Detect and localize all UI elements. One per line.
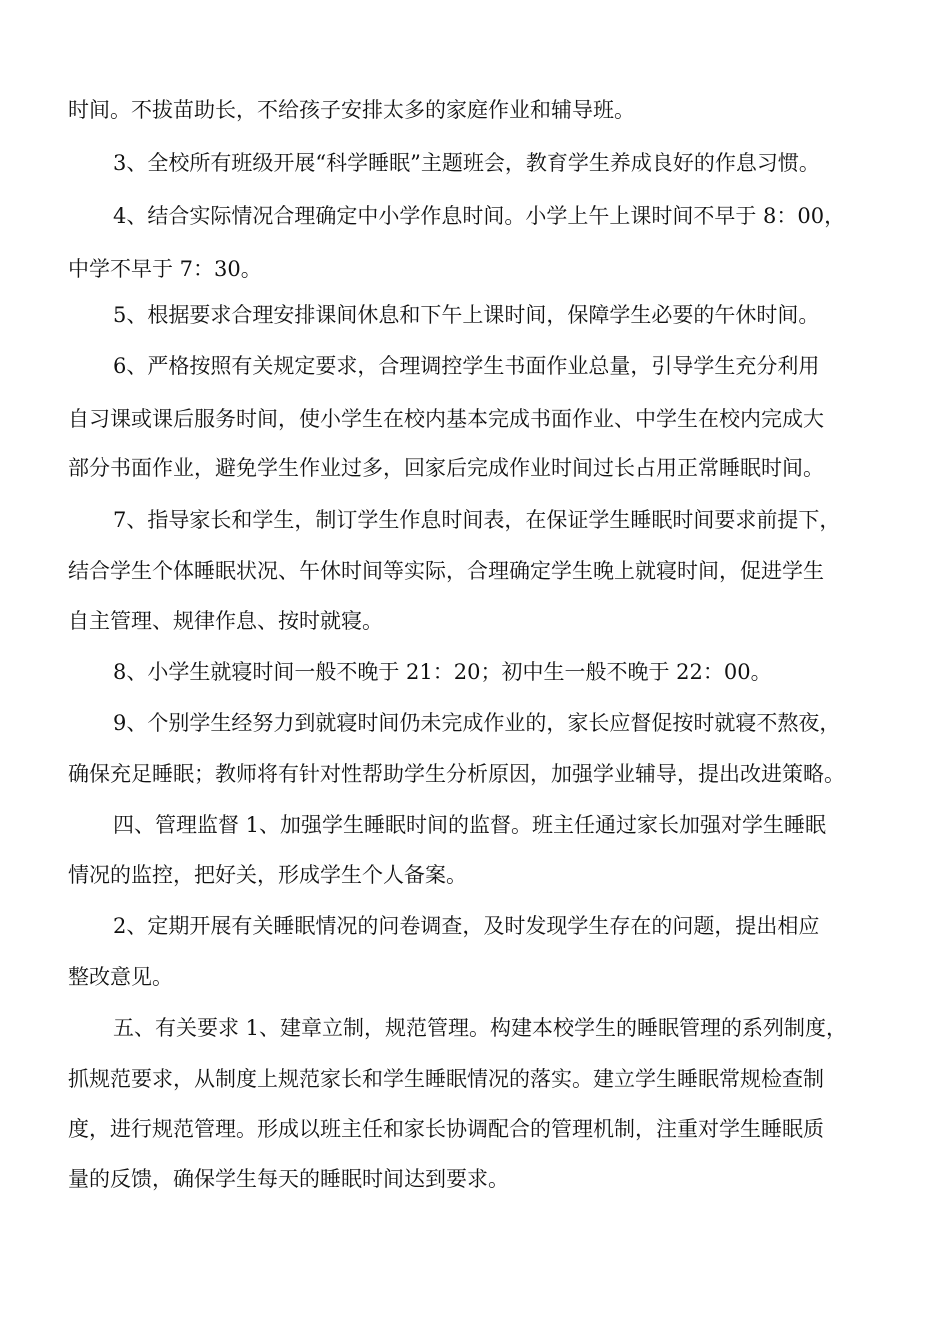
text-line: 情况的监控，把好关，形成学生个人备案。 bbox=[68, 863, 467, 887]
text-line: 2、定期开展有关睡眠情况的问卷调查，及时发现学生存在的问题，提出相应 bbox=[113, 914, 820, 938]
text-line: 7、指导家长和学生，制订学生作息时间表，在保证学生睡眠时间要求前提下， bbox=[113, 508, 841, 532]
text-line: 5、根据要求合理安排课间休息和下午上课时间，保障学生必要的午休时间。 bbox=[113, 303, 820, 327]
text-line: 整改意见。 bbox=[68, 965, 173, 989]
text-line: 自习课或课后服务时间，使小学生在校内基本完成书面作业、中学生在校内完成大 bbox=[68, 407, 824, 431]
text-line: 度，进行规范管理。形成以班主任和家长协调配合的管理机制，注重对学生睡眠质 bbox=[68, 1117, 824, 1141]
text-line: 8、小学生就寝时间一般不晚于 21：20；初中生一般不晚于 22：00。 bbox=[113, 660, 772, 684]
text-line: 9、个别学生经努力到就寝时间仍未完成作业的，家长应督促按时就寝不熬夜， bbox=[113, 711, 841, 735]
text-line: 量的反馈，确保学生每天的睡眠时间达到要求。 bbox=[68, 1167, 509, 1191]
text-line: 五、有关要求 1、建章立制，规范管理。构建本校学生的睡眠管理的系列制度， bbox=[113, 1016, 848, 1040]
text-line: 结合学生个体睡眠状况、午休时间等实际，合理确定学生晚上就寝时间，促进学生 bbox=[68, 559, 824, 583]
text-line: 自主管理、规律作息、按时就寝。 bbox=[68, 609, 383, 633]
text-line: 4、结合实际情况合理确定中小学作息时间。小学上午上课时间不早于 8：00， bbox=[113, 204, 846, 228]
text-line: 抓规范要求，从制度上规范家长和学生睡眠情况的落实。建立学生睡眠常规检查制 bbox=[68, 1067, 824, 1091]
text-line: 3、全校所有班级开展“科学睡眠”主题班会，教育学生养成良好的作息习惯。 bbox=[113, 151, 820, 175]
text-line: 中学不早于 7：30。 bbox=[68, 257, 262, 281]
text-line: 时间。不拔苗助长，不给孩子安排太多的家庭作业和辅导班。 bbox=[68, 98, 635, 122]
text-line: 四、管理监督 1、加强学生睡眠时间的监督。班主任通过家长加强对学生睡眠 bbox=[113, 813, 827, 837]
text-line: 6、严格按照有关规定要求，合理调控学生书面作业总量，引导学生充分利用 bbox=[113, 354, 820, 378]
text-line: 确保充足睡眠；教师将有针对性帮助学生分析原因，加强学业辅导，提出改进策略。 bbox=[68, 762, 845, 786]
text-line: 部分书面作业，避免学生作业过多，回家后完成作业时间过长占用正常睡眠时间。 bbox=[68, 456, 824, 480]
